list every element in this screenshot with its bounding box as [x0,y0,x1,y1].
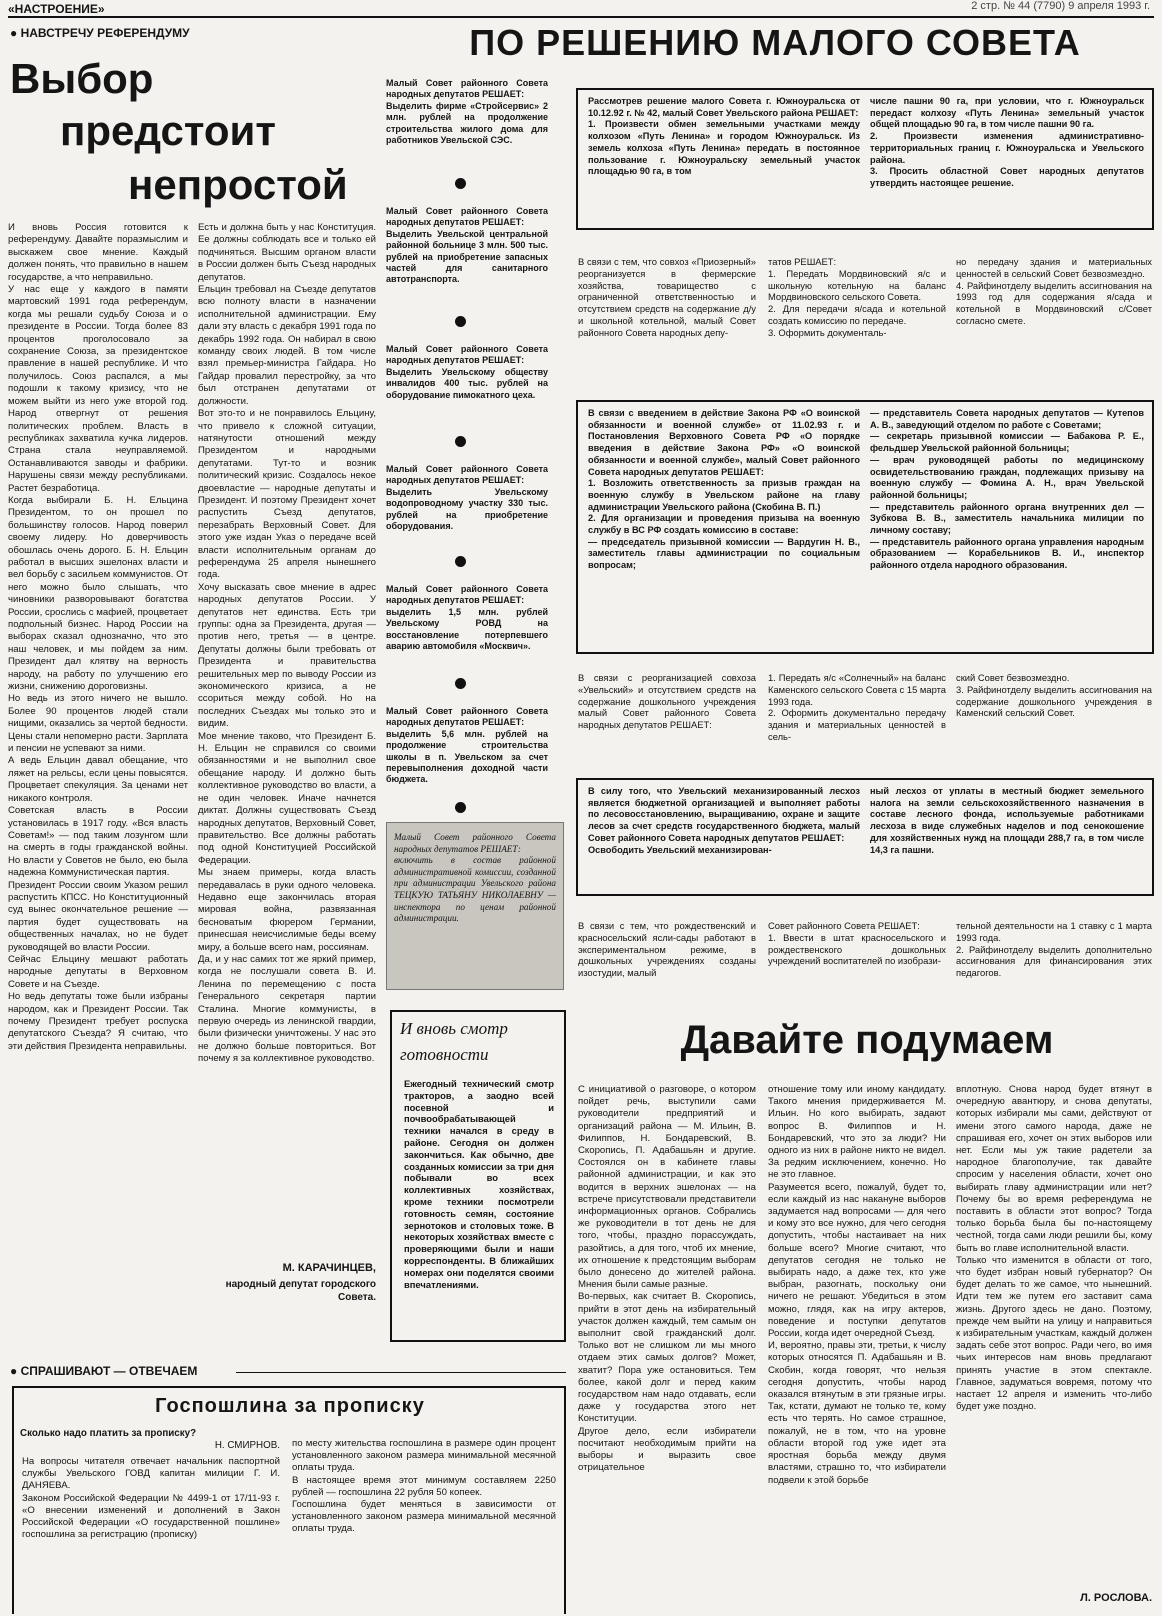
council-item-6: Малый Совет районного Совета народных депутатов РЕШАЕТ: выделить 5,6 млн. рублей на продолжение строительства школы в п. Увельском за счет перевыполнения доходной части бюджета. [386,706,548,785]
separator-dot-icon [455,678,466,689]
referendum-column-2: Есть и должна быть у нас Конституция. Ее должны соблюдать все и только ей подчиняться. Высшим органом власти в России должен быть Съезд народных депутатов. Ельцин требовал на Съезде депутатов всю полноту власти в назначении исполнительной администрации. Ему дали эту власть с декабря 1991 года по декабрь 1992 года. Он набирал в свою команду своих людей. В том числе взял премьер-министра Гайдара. Но Гайдар провалил перестройку, за что был отстранен депутатами от должности. Вот это-то и не понравилось Ельцину, что привело к сложной ситуации, натянутости отношений между Президентом и народными депутатами. Тут-то и возник политический кризис. Создалось некое двоевластие — народные депутаты и Президент. И поэтому Президент хочет распустить Съезд депутатов, перезабрать Верховный Совет. Для этого уже издан Указ о передаче всей власти исполнительным органам до референдума 25 апреля нынешнего года. Хочу высказать свое мнение в адрес народных депутатов России. У депутатов нет единства. Есть три группы: одна за Президента, другая — против него, третья — в центре. Депутаты должны были требовать от Президента и правительства решительных мер по выводу России из экономического кризиса, а не ссориться между собой. Но на последних Съездах мы только это и видим. Мое мнение таково, что Президент Б. Н. Ельцин не справился со своими обязанностями и не выполнил свое обещание народу. И должно быть коллективное руководство во власти, а не один человек. Иначе начнется диктат. Должны существовать Съезд народных депутатов, Верховный Совет, правительство. Все должны работать под одной Конституцией Российской Федерации. Мы знаем примеры, когда власть передавалась в руки одного человека. Недавно еще закончилась вторая мировая война, развязанная бесноватым фюрером Германии, принесшая неисчислимые беды всему миру, а больше всего нам, россиянам. Да, и у нас самих тот же яркий пример, когда не послушали совета В. И. Ленина по перемещению с поста Генерального секретаря партии Сталина. Многие коммунисты, в первую очередь из ленинской гвардии, были физически уничтожены. У нас это не должно больше повториться. Вот почему я за коллективное руководство. [198,222,376,1065]
separator-dot-icon [455,556,466,567]
separator-dot-icon [455,436,466,447]
think-column-1: С инициативой о разговоре, о котором пойдет речь, выступили сами руководители предприятий и организаций района — М. Ильин, В. Филиппов, Н. Бондаревский, В. Скоропись, П. Адабашьян и другие. Состоялся он в кабинете главы районной администрации, и как это водится в верхних эшелонах — на встрече присутствовали представители информационных органов. Собрались же руководители в тот день не для того, чтобы, праздно порассуждать, разойтись, а для того, чтоб их мнение, их отношение к предстоящим выборам было донесено до жителей района. Мнения были самые разные. Во-первых, как считает В. Скоропись, прийти в этот день на избирательный участок должен каждый, тем самым он выполнит свой гражданский долг. Только вот не слишком ли мы много отдаем этих самых долгов? Может, хватит? Пора уже остановиться. Тем более, какой долг и перед каким государством нам надо отдавать, если даже у государства этого нет Конституции. Другое дело, если избиратели посчитают необходимым прийти на выборы и выразить свое отрицательное [578,1084,756,1474]
council-section-3-col3: ский Совет безвозмездно. 3. Райфинотделу выделить ассигнования на содержание дошкольного учреждения в Каменский сельский Совет. [956,672,1152,719]
qa-rubric: ● СПРАШИВАЮТ — ОТВЕЧАЕМ [10,1364,198,1378]
referendum-headline-line2: предстоит [60,107,276,154]
council-box-3-left: В силу того, что Увельский механизированный лесхоз является бюджетной организацией и выполняет работы по лесовосстановлению, выращиванию, охране и защите лесов за счет средств государственного бюджета, малый Совет районного Совета народных депутатов РЕШАЕТ: Освободить Увельский механизирован- [588,786,860,855]
rubric-referendum: ● НАВСТРЕЧУ РЕФЕРЕНДУМУ [10,26,190,40]
qa-question-author: Н. СМИРНОВ. [214,1440,280,1451]
council-section-4-col1: В связи с тем, что рождественский и красносельский ясли-сады работают в экспериментальном режиме, в дошкольных учреждениях созданы изостудии, малый [578,920,756,979]
council-item-3: Малый Совет районного Совета народных депутатов РЕШАЕТ: Выделить Увельскому обществу инвалидов 400 тыс. рублей на оборудование пимокатного цеха. [386,344,548,400]
bullet-icon: ● [10,1364,21,1378]
bullet-icon: ● [10,26,21,40]
referendum-headline-line3: непростой [128,161,348,208]
council-box-2-left: В связи с введением в действие Закона РФ «О воинской обязанности и военной службе» от 11.02.93 г. и Постановления Верховного Совета РФ «О порядке введения в действие Закона РФ» «О воинской обязанности и военной службе», малый Совет районного Совета народных депутатов РЕШАЕТ: 1. Возложить ответственность за призыв граждан на военную службу в Увельском районе на главу администрации Увельского района (Скобина В. П.) 2. Для организации и проведения призыва на военную службу в ВС РФ создать комиссию в составе: — председатель призывной комиссии — Вардугин Н. В., заместитель главы администрации по социальным вопросам; [588,408,860,571]
newspaper-name: «НАСТРОЕНИЕ» [8,2,105,16]
council-section-4-col2: Совет районного Совета РЕШАЕТ: 1. Ввести в штат красносельского и рождественского дошкольных учреждений воспитателей по изобрази- [768,920,946,967]
council-section-2-col1: В связи с тем, что совхоз «Приозерный» реорганизуется в фермерские хозяйства, товарищество с ограниченной ответственностью и отсутствием средств на содержание д/у и школьной котельной, малый Совет районного Совета народных депу- [578,256,756,338]
council-headline: ПО РЕШЕНИЮ МАЛОГО СОВЕТА [469,22,1081,63]
qa-column-2: по месту жительства госпошлина в размере один процент установленного законом размера минимальной месячной оплаты труда. В настоящее время этот минимум составляем 2250 рублей — госпошлина 22 рубля 50 копеек. Госпошлина будет меняться в зависимости от установленного законом размера минимальной месячной оплаты труда. [292,1438,556,1535]
think-headline: Давайте подумаем [680,1018,1054,1062]
council-box-2-right: — представитель Совета народных депутатов — Кутепов А. В., заведующий отделом по работе с Советами; — секретарь призывной комиссии — Бабакова Р. Е., фельдшер Увельской районной больницы; — врач руководящей работы по медицинскому освидетельствованию граждан, подлежащих призыву на военную службу — Фомина А. Н., врач Увельской районной больницы; — представитель районного органа внутренних дел — Зубкова В. В., заместитель начальника милиции по личному составу; — представитель районного органа управления народным образованием — Корабельников В. И., инспектор районного отдела народного образования. [870,408,1144,571]
council-box-1-left: Рассмотрев решение малого Совета г. Южноуральска от 10.12.92 г. № 42, малый Совет Увельского района РЕШАЕТ: 1. Произвести обмен земельными участками между колхозом «Путь Ленина» и городом Южноуральск. Из земель колхоза «Путь Ленина» передать в постоянное пользование г. Южноуральску земельный участок площадью 90 га, в том [588,96,860,177]
think-author: Л. РОСЛОВА. [1080,1592,1152,1604]
referendum-column-1: И вновь Россия готовится к референдуму. Давайте поразмыслим и выскажем свое мнение. Каждый должен понять, что правильно в нашем государстве, а что неправильно. У нас еще у каждого в памяти мартовский 1991 года референдум, когда мы решали судьбу Союза и о президенте в России. Тогда более 83 процентов проголосовало за сохранение Союза, за президентское правление в нашей республике. И что получилось. Союз распался, а мы подошли к такому кризису, что не можем выйти из него уже второй год. Народ отвергнут от решения политических проблем. Власть в республиках захватила кучка лидеров. Страна стала неуправляемой. Останавливаются заводы и фабрики. Нарушены связи между республиками. Растет безработица. Когда выбирали Б. Н. Ельцина Президентом, то он прошел по большинству голосов. Народ поверил своему лидеру. Но доверчивость обошлась очень дорого. Б. Н. Ельцин работал в высших эшелонах власти и вел борьбу с засильем коммунистов. От него можно было слышать, что чиновники разворовывают богатства России, срослись с мафией, процветает подпольный бизнес. Народ России на выборах сказал однозначно, что это наш человек, и мы пойдем за ним. Президент дал клятву на верность народу, на работу по улучшению его жизни, снижению дороговизны. Но ведь из этого ничего не вышло. Более 90 процентов людей стали нищими, оказались за чертой бедности. Цены стали непомерно расти. Зарплата и пенсии не успевают за ними. А ведь Ельцин давал обещание, что ляжет на рельсы, если цены повысятся. Процветает спекуляция. За ценами нет никакого контроля. Советская власть в России установилась в 1917 году. «Вся власть Советам!» — под таким лозунгом шли на смерть в годы гражданской войны. Но власти у Советов не было, ею была надежна Коммунистическая партия. Президент России своим Указом решил распустить КПСС. Но Конституционный суд вынес окончательное решение — партия будет существовать на общественных началах, но не будет руководящей во власти России. Сейчас Ельцину мешают работать народные депутаты в Верховном Совете и на Съезде. Но ведь депутаты тоже были избраны народом, как и Президент России. Так почему Президент требует роспуска депутатского Съезда? Я считаю, что эти действия Президента неправильны. [8,222,188,1052]
council-section-2-col3: но передачу здания и материальных ценностей в сельский Совет безвозмездно. 4. Райфинотделу выделить ассигнования на 1993 год для содержания я/сада и котельной в Мордвиновский с/Совет согласно смете. [956,256,1152,326]
council-box-1-right: числе пашни 90 га, при условии, что г. Южноуральск передаст колхозу «Путь Ленина» земельный участок общей площадью 90 га, в том числе пашни 90 га. 2. Произвести изменения административно-территориальных границ г. Южноуральска и Увельского района. 3. Просить областной Совет народных депутатов утвердить настоящее решение. [870,96,1144,188]
separator-dot-icon [455,178,466,189]
referendum-author: М. КАРАЧИНЦЕВ, [282,1262,376,1274]
referendum-author-title: народный депутат городского Совета. [225,1279,376,1303]
council-section-4-col3: тельной деятельности на 1 ставку с 1 марта 1993 года. 2. Райфинотделу выделить дополнительно ассигнования для финансирования этих педагогов. [956,920,1152,979]
readiness-body: Ежегодный технический смотр тракторов, а заодно всей посевной и почвообрабатывающей техники начался в среду в районе. Сегодня он должен закончиться. Как обычно, две созданных комиссии за три дня побывали во всех коллективных хозяйствах, кроме техники посмотрели готовность семян, состояние зернотоков и столовых тоже. В некоторых хозяйствах вместе с проверяющими были и наши корреспонденты. В ближайших номерах они поделятся своими впечатлениями. [404,1078,554,1290]
council-section-3-col1: В связи с реорганизацией совхоза «Увельский» и отсутствием средств на содержание дошкольного учреждения малый Совет районного Совета народных депутатов РЕШАЕТ: [578,672,756,731]
council-box-3-right: ный лесхоз от уплаты в местный бюджет земельного налога на земли сельскохозяйственного назначения в составе лесного фонда, используемые работниками лесхоза в виде служебных наделов и под сенокошение для хозяйственных нужд на площади 288,7 га, в том числе 14,3 га пашни. [870,786,1144,855]
referendum-headline-line1: Выбор [10,55,154,102]
council-shaded-item: Малый Совет районного Совета народных депутатов РЕШАЕТ: включить в состав районной административной комиссии, созданной при администрации Увельского района ТЕЦКУЮ ТАТЬЯНУ НИКОЛАЕВНУ — инспектора по ценам районной администрации. [394,832,556,924]
masthead-rule [8,16,1154,18]
issue-info: 2 стр. № 44 (7790) 9 апреля 1993 г. [971,0,1150,12]
separator-dot-icon [455,802,466,813]
separator-dot-icon [455,316,466,327]
think-column-2: отношение тому или иному кандидату. Такого мнения придерживается М. Ильин. Но кого выбирать, задают вопрос В. Филиппов и Н. Бондаревский, что это за люди? Ни одного из них в районе никто не видел. За редким исключением, конечно. Но не это главное. Разумеется всего, пожалуй, будет то, если каждый из нас накануне выборов задумается над вопросами — для чего и кому это все нужно, для чего сегодня допустить, чтобы настаивает на них больше всего? Многие считают, что депутатов сегодня не только не выбирать надо, а даже тех, кто уже выбран, разогнать, поскольку они ничего не решают. Убедиться в этом можно, глядя, как на игру актеров, поведение и поступки депутатов России, когда идет очередной Съезд. И, вероятно, правы эти, третьи, к числу которых относятся П. Адабашьян и В. Скобин, когда говорят, что нельзя сегодня допустить, чтобы народ оказался втянутым в эти грязные игры. Так, кстати, думают не только те, кому есть что терять. Но самое страшное, пожалуй, не в том, что на уровне области второй год уже идет эта яростная борьба между двумя властями, страшно то, что избиратели подвели к этой борьбе [768,1084,946,1486]
council-item-4: Малый Совет районного Совета народных депутатов РЕШАЕТ: Выделить Увельскому водопроводному участку 330 тыс. рублей на приобретение оборудования. [386,464,548,532]
qa-question: Сколько надо платить за прописку? [20,1428,197,1439]
council-section-3-col2: 1. Передать я/с «Солнечный» на баланс Каменского сельского Совета с 15 марта 1993 года. 2. Оформить документально передачу здания и материальных ценностей в сель- [768,672,946,742]
readiness-headline-line1: И вновь смотр [400,1019,508,1038]
qa-headline: Госпошлина за прописку [155,1395,425,1417]
council-item-1: Малый Совет районного Совета народных депутатов РЕШАЕТ: Выделить фирме «Стройсервис» 2 млн. рублей на продолжение строительства жилого дома для работников Увельской СЭС. [386,78,548,146]
readiness-headline-line2: готовности [400,1045,489,1064]
council-item-5: Малый Совет районного Совета народных депутатов РЕШАЕТ: выделить 1,5 млн. рублей Увельскому РОВД на восстановление потерпевшего аварию автомобиля «Москвич». [386,584,548,652]
qa-rubric-rule [236,1372,566,1373]
think-column-3: вплотную. Снова народ будет втянут в очередную авантюру, и снова депутаты, которых избирали мы сами, действуют от имени этого самого народа, даже не спрашивая его, хочет он этих выборов или нет. Если мы уж такие радетели за народное благополучие, так давайте спросим у населения области, хочет оно выбирать главу администрации или нет? Почему бы во время референдума не поставить в области этот вопрос? Тогда только борьба была бы по-настоящему честной, тогда сами люди решили бы, кому быть во главе исполнительной власти. Только что изменится в области от того, что будет избран новый губернатор? Он будет делать то же самое, что нынешний. Идти тем же путем его заставит сама жизнь. Другого здесь не дано. Поэтому, прежде чем выйти на улицу и направиться к избирательным участкам, каждый должен задать себе этот вопрос. Ради чего, во имя чьих интересов нам вновь предлагают принять участие в этом спектакле. Главное, задуматься вовремя, потому что настает 12 апреля и изменить что-либо будет уже поздно. [956,1084,1152,1413]
council-section-2-col2: татов РЕШАЕТ: 1. Передать Мордвиновский я/с и школьную котельную на баланс Мордвиновского сельского Совета. 2. Для передачи я/сада и котельной создать комиссию по передаче. 3. Оформить документаль- [768,256,946,338]
qa-column-1: На вопросы читателя отвечает начальник паспортной службы Увельского ГОВД капитан милиции Г. И. ДАНЯЕВА. Законом Российской Федерации № 4499-1 от 17/11-93 г. «О внесении изменений и дополнений в Закон Российской Федерации «О государственной пошлине» госпошлина за регистрацию (прописку) [22,1456,280,1541]
council-item-2: Малый Совет районного Совета народных депутатов РЕШАЕТ: Выделить Увельской центральной районной больнице 3 млн. 500 тыс. рублей на приобретение запасных частей для санитарного автотранспорта. [386,206,548,285]
